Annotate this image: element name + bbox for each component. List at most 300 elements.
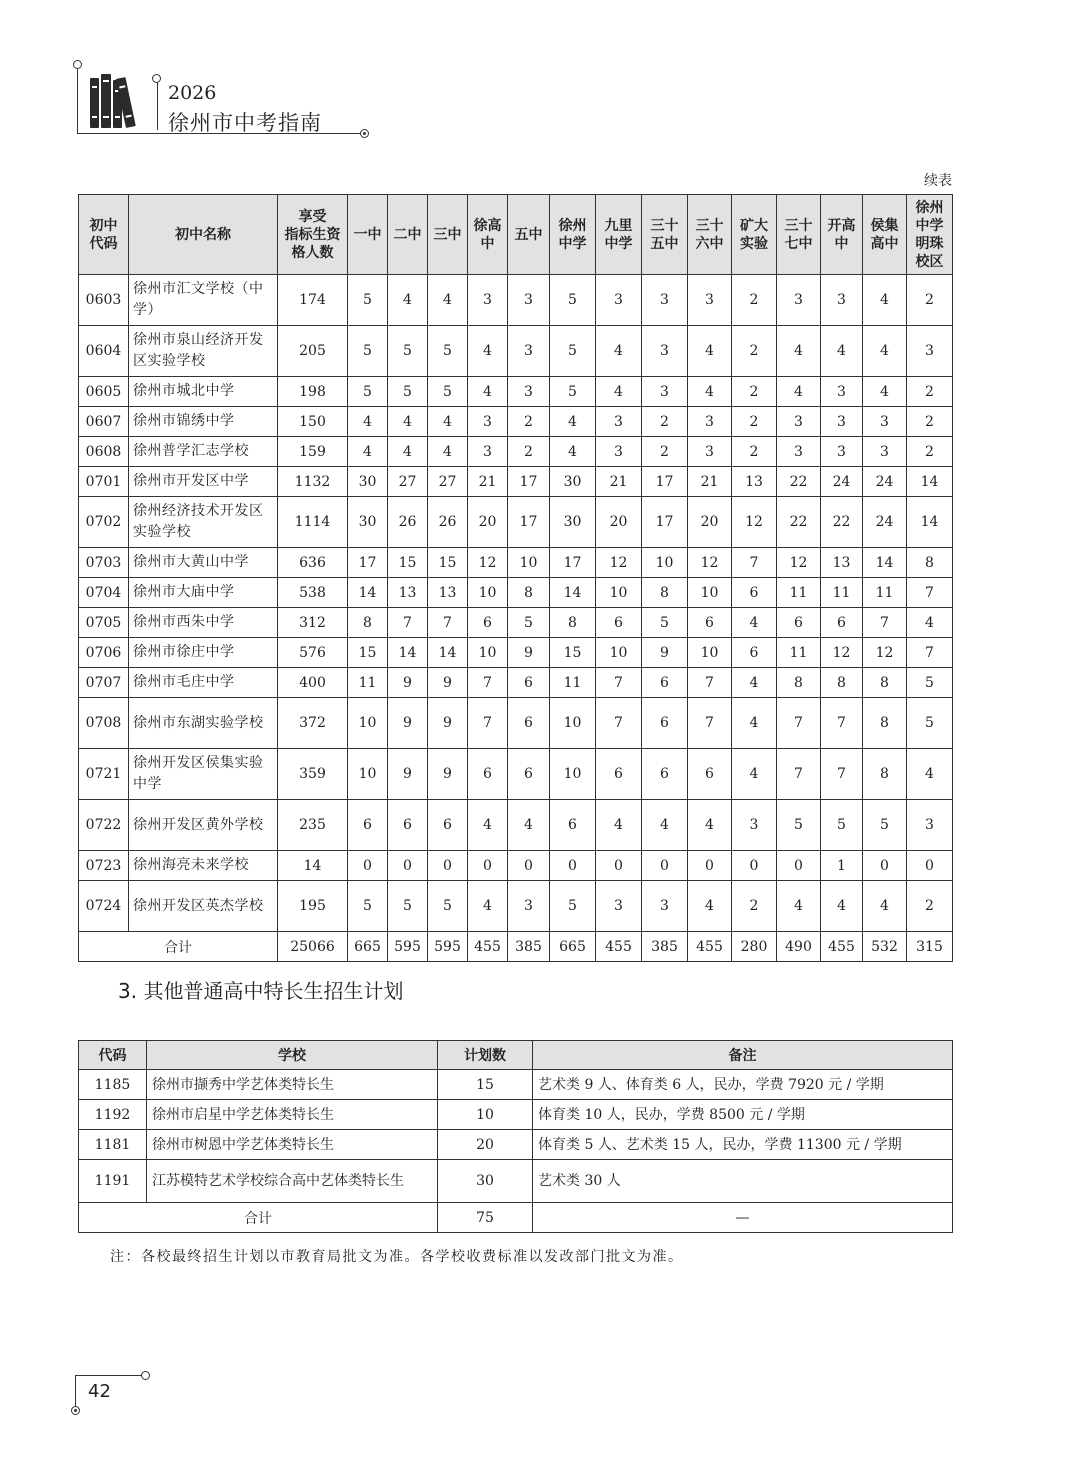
ornament-dot xyxy=(141,1371,150,1380)
column-header: 计划数 xyxy=(438,1041,533,1070)
quota-cell: 2 xyxy=(508,437,550,467)
quota-cell: 4 xyxy=(863,275,907,326)
quota-cell: 3 xyxy=(821,377,863,407)
quota-cell: 7 xyxy=(907,578,953,608)
quota-cell: 12 xyxy=(732,497,777,548)
school-name: 徐州市大黄山中学 xyxy=(129,548,278,578)
school-name: 徐州市城北中学 xyxy=(129,377,278,407)
quota-cell: 4 xyxy=(596,377,642,407)
quota-cell: 4 xyxy=(777,377,821,407)
quota-cell: 3 xyxy=(468,437,508,467)
quota-cell: 4 xyxy=(688,326,732,377)
table-row xyxy=(79,749,953,800)
quota-cell: 2 xyxy=(732,275,777,326)
quota-cell: 8 xyxy=(348,608,388,638)
column-header: 享受 指标生资 格人数 xyxy=(278,195,348,275)
table-row xyxy=(79,1130,953,1160)
total-row xyxy=(79,1203,953,1233)
quota-cell: 7 xyxy=(388,608,428,638)
plan-code: 1192 xyxy=(79,1100,147,1130)
quota-cell: 7 xyxy=(688,698,732,749)
quota-cell: 21 xyxy=(688,467,732,497)
quota-cell: 4 xyxy=(550,437,596,467)
quota-cell: 5 xyxy=(550,275,596,326)
quota-cell: 14 xyxy=(428,638,468,668)
quota-cell: 15 xyxy=(550,638,596,668)
quota-cell: 10 xyxy=(468,638,508,668)
quota-cell: 9 xyxy=(642,638,688,668)
total-cell: 385 xyxy=(642,932,688,962)
quota-cell: 1132 xyxy=(278,467,348,497)
quota-cell: 4 xyxy=(388,275,428,326)
quota-cell: 4 xyxy=(688,881,732,932)
quota-cell: 3 xyxy=(508,377,550,407)
quota-cell: 3 xyxy=(642,326,688,377)
quota-cell: 7 xyxy=(732,548,777,578)
total-cell: 665 xyxy=(348,932,388,962)
quota-cell: 8 xyxy=(550,608,596,638)
quota-cell: 3 xyxy=(907,326,953,377)
quota-cell: 5 xyxy=(388,881,428,932)
quota-cell: 7 xyxy=(821,698,863,749)
quota-cell: 7 xyxy=(863,608,907,638)
quota-cell: 30 xyxy=(348,497,388,548)
quota-cell: 7 xyxy=(596,668,642,698)
plan-school: 徐州市树恩中学艺体类特长生 xyxy=(147,1130,438,1160)
quota-cell: 13 xyxy=(388,578,428,608)
table-row xyxy=(79,326,953,377)
column-header: 徐州 中学 xyxy=(550,195,596,275)
quota-cell: 4 xyxy=(907,749,953,800)
total-note: — xyxy=(533,1203,953,1233)
school-code: 0706 xyxy=(79,638,129,668)
quota-cell: 5 xyxy=(642,608,688,638)
quota-cell: 22 xyxy=(777,467,821,497)
quota-cell: 17 xyxy=(642,497,688,548)
plan-code: 1191 xyxy=(79,1160,147,1203)
quota-cell: 9 xyxy=(388,668,428,698)
quota-cell: 17 xyxy=(348,548,388,578)
quota-cell: 4 xyxy=(596,800,642,851)
school-code: 0605 xyxy=(79,377,129,407)
total-cell: 455 xyxy=(596,932,642,962)
quota-cell: 6 xyxy=(388,800,428,851)
quota-cell: 11 xyxy=(821,578,863,608)
quota-cell: 10 xyxy=(642,548,688,578)
school-name: 徐州市泉山经济开发区实验学校 xyxy=(129,326,278,377)
ornament-dot xyxy=(73,60,82,69)
column-header: 备注 xyxy=(533,1041,953,1070)
quota-cell: 27 xyxy=(428,467,468,497)
quota-cell: 14 xyxy=(550,578,596,608)
quota-cell: 20 xyxy=(596,497,642,548)
quota-cell: 9 xyxy=(388,698,428,749)
quota-cell: 5 xyxy=(907,668,953,698)
column-header: 矿大 实验 xyxy=(732,195,777,275)
column-header: 五中 xyxy=(508,195,550,275)
quota-cell: 0 xyxy=(688,851,732,881)
header-rule-vertical xyxy=(77,64,78,134)
quota-cell: 14 xyxy=(278,851,348,881)
quota-cell: 205 xyxy=(278,326,348,377)
total-cell: 532 xyxy=(863,932,907,962)
specialty-plan-table xyxy=(78,1040,953,1233)
quota-cell: 14 xyxy=(907,467,953,497)
quota-cell: 10 xyxy=(688,578,732,608)
quota-cell: 5 xyxy=(907,698,953,749)
table-row xyxy=(79,851,953,881)
total-cell: 280 xyxy=(732,932,777,962)
quota-cell: 10 xyxy=(550,749,596,800)
table-row xyxy=(79,377,953,407)
quota-cell: 8 xyxy=(642,578,688,608)
column-header: 代码 xyxy=(79,1041,147,1070)
column-header: 九里 中学 xyxy=(596,195,642,275)
school-name: 徐州开发区英杰学校 xyxy=(129,881,278,932)
school-name: 徐州市汇文学校（中学） xyxy=(129,275,278,326)
quota-cell: 4 xyxy=(468,800,508,851)
quota-cell: 11 xyxy=(777,578,821,608)
school-code: 0705 xyxy=(79,608,129,638)
quota-cell: 21 xyxy=(596,467,642,497)
quota-cell: 11 xyxy=(550,668,596,698)
total-cell: 595 xyxy=(388,932,428,962)
quota-cell: 3 xyxy=(907,800,953,851)
ornament-dot xyxy=(360,129,369,138)
quota-cell: 400 xyxy=(278,668,348,698)
quota-cell: 2 xyxy=(907,407,953,437)
plan-count: 20 xyxy=(438,1130,533,1160)
quota-cell: 21 xyxy=(468,467,508,497)
quota-cell: 4 xyxy=(732,668,777,698)
quota-cell: 2 xyxy=(732,437,777,467)
column-header: 三十 五中 xyxy=(642,195,688,275)
table-row xyxy=(79,1070,953,1100)
quota-cell: 5 xyxy=(348,275,388,326)
quota-cell: 6 xyxy=(596,749,642,800)
quota-cell: 12 xyxy=(596,548,642,578)
total-cell: 315 xyxy=(907,932,953,962)
quota-cell: 4 xyxy=(388,437,428,467)
school-name: 徐州市徐庄中学 xyxy=(129,638,278,668)
quota-cell: 3 xyxy=(596,275,642,326)
footnote: 注：各校最终招生计划以市教育局批文为准。各学校收费标准以发改部门批文为准。 xyxy=(110,1249,684,1265)
quota-cell: 6 xyxy=(642,749,688,800)
quota-cell: 9 xyxy=(428,698,468,749)
quota-cell: 0 xyxy=(508,851,550,881)
quota-cell: 14 xyxy=(863,548,907,578)
quota-cell: 24 xyxy=(863,497,907,548)
quota-cell: 2 xyxy=(907,377,953,407)
quota-cell: 5 xyxy=(388,326,428,377)
table-row xyxy=(79,275,953,326)
quota-cell: 6 xyxy=(508,668,550,698)
quota-cell: 12 xyxy=(777,548,821,578)
column-header: 徐州 中学 明珠 校区 xyxy=(907,195,953,275)
quota-cell: 7 xyxy=(468,698,508,749)
plan-note: 艺术类 9 人、体育类 6 人，民办，学费 7920 元 / 学期 xyxy=(533,1070,953,1100)
quota-cell: 8 xyxy=(863,749,907,800)
school-name: 徐州市西朱中学 xyxy=(129,608,278,638)
quota-cell: 10 xyxy=(596,638,642,668)
quota-cell: 20 xyxy=(688,497,732,548)
quota-cell: 2 xyxy=(642,437,688,467)
plan-count: 15 xyxy=(438,1070,533,1100)
school-name: 徐州海亮未来学校 xyxy=(129,851,278,881)
quota-cell: 195 xyxy=(278,881,348,932)
school-code: 0707 xyxy=(79,668,129,698)
quota-cell: 6 xyxy=(732,578,777,608)
quota-cell: 2 xyxy=(732,881,777,932)
quota-cell: 11 xyxy=(863,578,907,608)
quota-cell: 3 xyxy=(596,407,642,437)
plan-school: 徐州市撷秀中学艺体类特长生 xyxy=(147,1070,438,1100)
plan-count: 30 xyxy=(438,1160,533,1203)
quota-cell: 4 xyxy=(821,326,863,377)
quota-cell: 27 xyxy=(388,467,428,497)
table-row xyxy=(79,497,953,548)
quota-cell: 30 xyxy=(550,497,596,548)
quota-cell: 0 xyxy=(550,851,596,881)
page-rule-horizontal xyxy=(75,1375,145,1376)
quota-cell: 0 xyxy=(777,851,821,881)
header-year: 2026 xyxy=(168,82,217,104)
school-name: 徐州市开发区中学 xyxy=(129,467,278,497)
quota-cell: 10 xyxy=(348,749,388,800)
quota-cell: 9 xyxy=(508,638,550,668)
quota-cell: 2 xyxy=(732,407,777,437)
quota-cell: 4 xyxy=(468,377,508,407)
quota-cell: 5 xyxy=(428,326,468,377)
quota-cell: 1114 xyxy=(278,497,348,548)
plan-school: 徐州市启星中学艺体类特长生 xyxy=(147,1100,438,1130)
quota-cell: 0 xyxy=(642,851,688,881)
quota-cell: 0 xyxy=(468,851,508,881)
total-label: 合计 xyxy=(79,1203,438,1233)
quota-cell: 12 xyxy=(468,548,508,578)
table-row xyxy=(79,467,953,497)
quota-cell: 12 xyxy=(863,638,907,668)
quota-cell: 3 xyxy=(508,881,550,932)
quota-cell: 10 xyxy=(550,698,596,749)
quota-cell: 7 xyxy=(777,749,821,800)
quota-cell: 6 xyxy=(550,800,596,851)
school-code: 0704 xyxy=(79,578,129,608)
plan-code: 1185 xyxy=(79,1070,147,1100)
quota-cell: 7 xyxy=(468,668,508,698)
quota-cell: 7 xyxy=(821,749,863,800)
quota-cell: 11 xyxy=(777,638,821,668)
plan-note: 体育类 5 人、艺术类 15 人，民办，学费 11300 元 / 学期 xyxy=(533,1130,953,1160)
column-header: 三中 xyxy=(428,195,468,275)
quota-cell: 3 xyxy=(596,437,642,467)
school-code: 0703 xyxy=(79,548,129,578)
quota-cell: 4 xyxy=(863,326,907,377)
quota-cell: 6 xyxy=(777,608,821,638)
quota-cell: 4 xyxy=(468,326,508,377)
quota-table xyxy=(78,194,953,962)
quota-cell: 6 xyxy=(468,608,508,638)
quota-cell: 2 xyxy=(732,377,777,407)
quota-cell: 10 xyxy=(508,548,550,578)
quota-cell: 174 xyxy=(278,275,348,326)
quota-cell: 6 xyxy=(821,608,863,638)
quota-cell: 4 xyxy=(428,407,468,437)
quota-cell: 5 xyxy=(821,800,863,851)
table-row xyxy=(79,437,953,467)
school-code: 0607 xyxy=(79,407,129,437)
quota-cell: 12 xyxy=(688,548,732,578)
quota-cell: 15 xyxy=(428,548,468,578)
quota-cell: 4 xyxy=(550,407,596,437)
quota-cell: 5 xyxy=(388,377,428,407)
quota-cell: 22 xyxy=(821,497,863,548)
quota-cell: 17 xyxy=(508,467,550,497)
total-cell: 385 xyxy=(508,932,550,962)
table-row xyxy=(79,668,953,698)
total-row xyxy=(79,932,953,962)
school-name: 徐州市毛庄中学 xyxy=(129,668,278,698)
quota-cell: 4 xyxy=(688,377,732,407)
total-cell: 455 xyxy=(468,932,508,962)
quota-cell: 5 xyxy=(550,377,596,407)
table-row xyxy=(79,881,953,932)
quota-cell: 15 xyxy=(348,638,388,668)
quota-cell: 5 xyxy=(428,377,468,407)
table-row xyxy=(79,638,953,668)
school-code: 0701 xyxy=(79,467,129,497)
quota-cell: 3 xyxy=(596,881,642,932)
quota-cell: 3 xyxy=(732,800,777,851)
quota-cell: 6 xyxy=(642,668,688,698)
table-row xyxy=(79,1100,953,1130)
quota-cell: 10 xyxy=(468,578,508,608)
quota-cell: 636 xyxy=(278,548,348,578)
quota-cell: 26 xyxy=(388,497,428,548)
quota-cell: 8 xyxy=(821,668,863,698)
quota-cell: 2 xyxy=(907,437,953,467)
quota-cell: 5 xyxy=(863,800,907,851)
quota-cell: 2 xyxy=(907,275,953,326)
quota-cell: 8 xyxy=(863,668,907,698)
quota-cell: 6 xyxy=(348,800,388,851)
quota-cell: 159 xyxy=(278,437,348,467)
total-label: 合计 xyxy=(79,932,278,962)
quota-cell: 3 xyxy=(863,407,907,437)
quota-cell: 4 xyxy=(348,437,388,467)
school-name: 徐州市东湖实验学校 xyxy=(129,698,278,749)
school-name: 徐州开发区黄外学校 xyxy=(129,800,278,851)
quota-cell: 2 xyxy=(642,407,688,437)
table-row xyxy=(79,1160,953,1203)
quota-cell: 4 xyxy=(821,881,863,932)
quota-cell: 4 xyxy=(642,800,688,851)
table-row xyxy=(79,578,953,608)
quota-cell: 3 xyxy=(777,407,821,437)
table-header-row xyxy=(79,1041,953,1070)
quota-cell: 15 xyxy=(388,548,428,578)
school-name: 徐州市锦绣中学 xyxy=(129,407,278,437)
quota-cell: 4 xyxy=(596,326,642,377)
quota-cell: 8 xyxy=(863,698,907,749)
plan-count: 10 xyxy=(438,1100,533,1130)
quota-cell: 2 xyxy=(907,881,953,932)
plan-note: 体育类 10 人，民办，学费 8500 元 / 学期 xyxy=(533,1100,953,1130)
quota-cell: 4 xyxy=(508,800,550,851)
quota-cell: 8 xyxy=(907,548,953,578)
quota-cell: 11 xyxy=(348,668,388,698)
school-code: 0724 xyxy=(79,881,129,932)
quota-cell: 4 xyxy=(863,881,907,932)
quota-cell: 10 xyxy=(688,638,732,668)
quota-cell: 3 xyxy=(821,275,863,326)
quota-cell: 7 xyxy=(777,698,821,749)
quota-cell: 5 xyxy=(508,608,550,638)
section-title: 3. 其他普通高中特长生招生计划 xyxy=(118,979,404,1003)
quota-cell: 6 xyxy=(688,749,732,800)
total-cell: 455 xyxy=(688,932,732,962)
school-code: 0708 xyxy=(79,698,129,749)
total-cell: 455 xyxy=(821,932,863,962)
quota-cell: 4 xyxy=(468,881,508,932)
quota-cell: 5 xyxy=(777,800,821,851)
quota-cell: 10 xyxy=(596,578,642,608)
column-header: 学校 xyxy=(147,1041,438,1070)
quota-cell: 14 xyxy=(348,578,388,608)
school-name: 徐州开发区侯集实验中学 xyxy=(129,749,278,800)
quota-cell: 17 xyxy=(508,497,550,548)
quota-cell: 6 xyxy=(508,749,550,800)
quota-cell: 24 xyxy=(863,467,907,497)
total-cell: 665 xyxy=(550,932,596,962)
quota-cell: 30 xyxy=(550,467,596,497)
quota-cell: 2 xyxy=(732,326,777,377)
column-header: 三十 六中 xyxy=(688,195,732,275)
quota-cell: 24 xyxy=(821,467,863,497)
total-cell: 595 xyxy=(428,932,468,962)
quota-cell: 4 xyxy=(732,608,777,638)
quota-cell: 3 xyxy=(468,275,508,326)
quota-cell: 6 xyxy=(468,749,508,800)
continued-label: 续表 xyxy=(924,173,952,189)
table-row xyxy=(79,548,953,578)
quota-cell: 13 xyxy=(428,578,468,608)
quota-cell: 6 xyxy=(508,698,550,749)
quota-cell: 0 xyxy=(388,851,428,881)
quota-cell: 4 xyxy=(777,326,821,377)
quota-cell: 0 xyxy=(732,851,777,881)
quota-cell: 8 xyxy=(777,668,821,698)
column-header: 一中 xyxy=(348,195,388,275)
quota-cell: 7 xyxy=(907,638,953,668)
school-code: 0702 xyxy=(79,497,129,548)
quota-cell: 13 xyxy=(821,548,863,578)
quota-cell: 20 xyxy=(468,497,508,548)
quota-cell: 5 xyxy=(428,881,468,932)
quota-cell: 6 xyxy=(732,638,777,668)
column-header: 徐高 中 xyxy=(468,195,508,275)
quota-cell: 6 xyxy=(428,800,468,851)
quota-cell: 30 xyxy=(348,467,388,497)
quota-cell: 5 xyxy=(550,881,596,932)
quota-cell: 12 xyxy=(821,638,863,668)
quota-cell: 22 xyxy=(777,497,821,548)
quota-cell: 8 xyxy=(508,578,550,608)
quota-cell: 5 xyxy=(348,326,388,377)
table-row xyxy=(79,800,953,851)
table-header-row xyxy=(79,195,953,275)
quota-cell: 538 xyxy=(278,578,348,608)
